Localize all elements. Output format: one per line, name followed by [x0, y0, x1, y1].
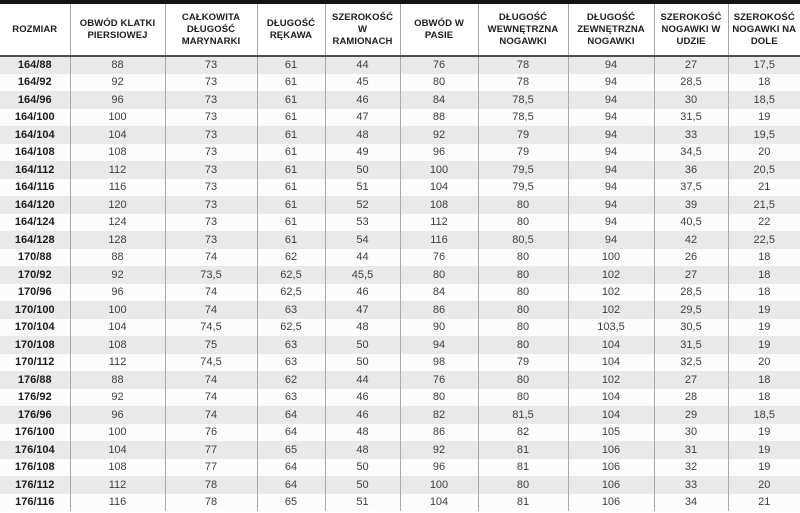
- table-row: [0, 179, 800, 197]
- table-row: [0, 74, 800, 92]
- measurement-cell: 50: [325, 354, 400, 372]
- size-label-cell: 176/112: [15, 478, 55, 491]
- table-row: [0, 494, 800, 512]
- measurement-cell: 34: [654, 494, 728, 512]
- measurement-cell: 94: [568, 179, 654, 197]
- measurement-cell: 102: [568, 284, 654, 302]
- measurement-cell: 112: [70, 476, 165, 494]
- measurement-cell: 20,5: [728, 161, 800, 179]
- column-header: OBWÓD W PASIE: [400, 2, 478, 56]
- measurement-cell: 100: [70, 109, 165, 127]
- measurement-cell: 73: [165, 214, 257, 232]
- measurement-cell: 39: [654, 196, 728, 214]
- measurement-cell: 96: [70, 284, 165, 302]
- size-label-cell: 164/96: [17, 93, 52, 106]
- size-label-cell: 170/108: [14, 338, 55, 351]
- measurement-cell: 74,5: [165, 354, 257, 372]
- measurement-cell: 31,5: [654, 109, 728, 127]
- table-row: [0, 406, 800, 424]
- measurement-cell: 80: [478, 476, 568, 494]
- measurement-cell: 22,5: [728, 231, 800, 249]
- measurement-cell: 96: [400, 459, 478, 477]
- measurement-cell: 73: [165, 91, 257, 109]
- size-label-cell: 170/92: [17, 268, 52, 281]
- table-row: [0, 196, 800, 214]
- measurement-cell: 78,5: [478, 109, 568, 127]
- measurement-cell: 78: [478, 56, 568, 74]
- measurement-cell: 106: [568, 476, 654, 494]
- measurement-cell: 80: [400, 74, 478, 92]
- measurement-cell: 100: [70, 301, 165, 319]
- table-row: [0, 144, 800, 162]
- measurement-cell: 73: [165, 56, 257, 74]
- measurement-cell: 74: [165, 301, 257, 319]
- measurement-cell: 100: [568, 249, 654, 267]
- measurement-cell: 112: [70, 161, 165, 179]
- measurement-cell: 30: [654, 424, 728, 442]
- measurement-cell: 28: [654, 389, 728, 407]
- header-row: [0, 2, 800, 56]
- measurement-cell: 46: [325, 389, 400, 407]
- measurement-cell: 112: [400, 214, 478, 232]
- measurement-cell: 36: [654, 161, 728, 179]
- measurement-cell: 29,5: [654, 301, 728, 319]
- measurement-cell: 81: [478, 494, 568, 512]
- measurement-cell: 76: [400, 56, 478, 74]
- measurement-cell: 73,5: [165, 266, 257, 284]
- measurement-cell: 88: [70, 56, 165, 74]
- measurement-cell: 61: [257, 196, 325, 214]
- size-label-cell: 164/124: [14, 216, 55, 229]
- measurement-cell: 49: [325, 144, 400, 162]
- measurement-cell: 76: [165, 424, 257, 442]
- measurement-cell: 63: [257, 301, 325, 319]
- measurement-cell: 62,5: [257, 319, 325, 337]
- table-row: [0, 214, 800, 232]
- measurement-cell: 94: [568, 231, 654, 249]
- measurement-cell: 18: [728, 371, 800, 389]
- measurement-cell: 37,5: [654, 179, 728, 197]
- measurement-cell: 63: [257, 389, 325, 407]
- measurement-cell: 74: [165, 284, 257, 302]
- measurement-cell: 73: [165, 231, 257, 249]
- measurement-cell: 88: [400, 109, 478, 127]
- measurement-cell: 100: [400, 161, 478, 179]
- measurement-cell: 80: [400, 266, 478, 284]
- measurement-cell: 88: [70, 249, 165, 267]
- table-row: [0, 56, 800, 74]
- measurement-cell: 79: [478, 354, 568, 372]
- measurement-cell: 96: [70, 91, 165, 109]
- measurement-cell: 64: [257, 476, 325, 494]
- measurement-cell: 94: [568, 161, 654, 179]
- size-label-cell: 164/116: [15, 181, 55, 194]
- size-label-cell: 176/108: [14, 461, 55, 474]
- measurement-cell: 103,5: [568, 319, 654, 337]
- measurement-cell: 98: [400, 354, 478, 372]
- measurement-cell: 84: [400, 284, 478, 302]
- measurement-cell: 74: [165, 371, 257, 389]
- measurement-cell: 92: [400, 441, 478, 459]
- measurement-cell: 124: [70, 214, 165, 232]
- measurement-cell: 88: [70, 371, 165, 389]
- table-row: [0, 319, 800, 337]
- measurement-cell: 104: [568, 389, 654, 407]
- table-row: [0, 91, 800, 109]
- measurement-cell: 80: [478, 266, 568, 284]
- measurement-cell: 34,5: [654, 144, 728, 162]
- measurement-cell: 96: [400, 144, 478, 162]
- measurement-cell: 61: [257, 179, 325, 197]
- measurement-cell: 18: [728, 284, 800, 302]
- size-label-cell: 170/96: [17, 286, 52, 299]
- measurement-cell: 104: [568, 354, 654, 372]
- measurement-cell: 84: [400, 91, 478, 109]
- measurement-cell: 63: [257, 354, 325, 372]
- table-row: [0, 336, 800, 354]
- measurement-cell: 48: [325, 441, 400, 459]
- column-header: SZEROKOŚĆ NOGAWKI NA DOLE: [728, 2, 800, 56]
- measurement-cell: 30,5: [654, 319, 728, 337]
- measurement-cell: 81,5: [478, 406, 568, 424]
- measurement-cell: 108: [400, 196, 478, 214]
- measurement-cell: 94: [568, 56, 654, 74]
- table-row: [0, 371, 800, 389]
- measurement-cell: 108: [70, 336, 165, 354]
- measurement-cell: 77: [165, 441, 257, 459]
- measurement-cell: 80: [400, 389, 478, 407]
- measurement-cell: 50: [325, 161, 400, 179]
- measurement-cell: 20: [728, 354, 800, 372]
- measurement-cell: 96: [70, 406, 165, 424]
- measurement-cell: 74: [165, 389, 257, 407]
- measurement-cell: 44: [325, 56, 400, 74]
- measurement-cell: 61: [257, 161, 325, 179]
- table-row: [0, 459, 800, 477]
- measurement-cell: 81: [478, 459, 568, 477]
- measurement-cell: 80: [478, 389, 568, 407]
- measurement-cell: 18,5: [728, 406, 800, 424]
- measurement-cell: 61: [257, 74, 325, 92]
- measurement-cell: 112: [70, 354, 165, 372]
- measurement-cell: 120: [70, 196, 165, 214]
- measurement-cell: 73: [165, 74, 257, 92]
- measurement-cell: 18: [728, 74, 800, 92]
- measurement-cell: 82: [478, 424, 568, 442]
- size-label-cell: 164/120: [14, 198, 55, 211]
- measurement-cell: 73: [165, 109, 257, 127]
- measurement-cell: 19,5: [728, 126, 800, 144]
- measurement-cell: 61: [257, 231, 325, 249]
- measurement-cell: 50: [325, 459, 400, 477]
- measurement-cell: 63: [257, 336, 325, 354]
- measurement-cell: 46: [325, 406, 400, 424]
- measurement-cell: 102: [568, 301, 654, 319]
- measurement-cell: 104: [70, 126, 165, 144]
- measurement-cell: 19: [728, 301, 800, 319]
- measurement-cell: 94: [568, 91, 654, 109]
- measurement-cell: 79: [478, 126, 568, 144]
- measurement-cell: 104: [568, 336, 654, 354]
- measurement-cell: 106: [568, 494, 654, 512]
- measurement-cell: 18: [728, 249, 800, 267]
- measurement-cell: 28,5: [654, 284, 728, 302]
- measurement-cell: 62,5: [257, 284, 325, 302]
- table-row: [0, 441, 800, 459]
- measurement-cell: 64: [257, 424, 325, 442]
- table-row: [0, 389, 800, 407]
- size-label-cell: 164/104: [14, 128, 55, 141]
- measurement-cell: 48: [325, 126, 400, 144]
- measurement-cell: 21: [728, 494, 800, 512]
- measurement-cell: 73: [165, 196, 257, 214]
- measurement-cell: 18,5: [728, 91, 800, 109]
- table-row: [0, 424, 800, 442]
- measurement-cell: 92: [70, 389, 165, 407]
- measurement-cell: 78: [478, 74, 568, 92]
- measurement-cell: 79,5: [478, 161, 568, 179]
- measurement-cell: 105: [568, 424, 654, 442]
- table-row: [0, 109, 800, 127]
- measurement-cell: 47: [325, 301, 400, 319]
- measurement-cell: 102: [568, 266, 654, 284]
- size-label-cell: 176/88: [17, 373, 52, 386]
- size-label-cell: 176/96: [17, 408, 52, 421]
- size-label-cell: 176/92: [17, 391, 52, 404]
- size-label-cell: 176/104: [14, 443, 55, 456]
- measurement-cell: 116: [400, 231, 478, 249]
- size-label-cell: 164/88: [17, 59, 52, 72]
- measurement-cell: 31: [654, 441, 728, 459]
- measurement-cell: 92: [400, 126, 478, 144]
- measurement-cell: 80: [478, 371, 568, 389]
- size-label-cell: 170/88: [17, 251, 52, 264]
- measurement-cell: 104: [70, 441, 165, 459]
- measurement-cell: 74,5: [165, 319, 257, 337]
- measurement-cell: 104: [70, 319, 165, 337]
- measurement-cell: 94: [568, 214, 654, 232]
- table-row: [0, 266, 800, 284]
- measurement-cell: 80: [478, 284, 568, 302]
- measurement-cell: 27: [654, 371, 728, 389]
- measurement-cell: 27: [654, 266, 728, 284]
- measurement-cell: 40,5: [654, 214, 728, 232]
- table-row: [0, 126, 800, 144]
- measurement-cell: 50: [325, 336, 400, 354]
- size-label-cell: 164/100: [14, 111, 55, 124]
- measurement-cell: 19: [728, 336, 800, 354]
- measurement-cell: 106: [568, 441, 654, 459]
- measurement-cell: 31,5: [654, 336, 728, 354]
- measurement-cell: 94: [568, 144, 654, 162]
- measurement-cell: 52: [325, 196, 400, 214]
- measurement-cell: 90: [400, 319, 478, 337]
- column-header: DŁUGOŚĆ RĘKAWA: [257, 2, 325, 56]
- measurement-cell: 64: [257, 459, 325, 477]
- measurement-cell: 128: [70, 231, 165, 249]
- measurement-cell: 20: [728, 476, 800, 494]
- table-row: [0, 476, 800, 494]
- measurement-cell: 30: [654, 91, 728, 109]
- measurement-cell: 80: [478, 249, 568, 267]
- measurement-cell: 44: [325, 249, 400, 267]
- measurement-cell: 80: [478, 196, 568, 214]
- measurement-cell: 94: [400, 336, 478, 354]
- table-row: [0, 231, 800, 249]
- column-header: DŁUGOŚĆ WEWNĘTRZNA NOGAWKI: [478, 2, 568, 56]
- measurement-cell: 18: [728, 389, 800, 407]
- measurement-cell: 29: [654, 406, 728, 424]
- measurement-cell: 61: [257, 126, 325, 144]
- measurement-cell: 61: [257, 56, 325, 74]
- table-body: [0, 56, 800, 511]
- measurement-cell: 19: [728, 424, 800, 442]
- column-header: OBWÓD KLATKI PIERSIOWEJ: [70, 2, 165, 56]
- measurement-cell: 80,5: [478, 231, 568, 249]
- measurement-cell: 54: [325, 231, 400, 249]
- measurement-cell: 27: [654, 56, 728, 74]
- measurement-cell: 32: [654, 459, 728, 477]
- measurement-cell: 75: [165, 336, 257, 354]
- size-label-cell: 164/112: [15, 163, 55, 176]
- measurement-cell: 47: [325, 109, 400, 127]
- measurement-cell: 33: [654, 476, 728, 494]
- table-row: [0, 284, 800, 302]
- measurement-cell: 80: [478, 214, 568, 232]
- size-label-cell: 164/108: [14, 146, 55, 159]
- measurement-cell: 104: [400, 179, 478, 197]
- size-label-cell: 176/100: [14, 426, 55, 439]
- measurement-cell: 86: [400, 301, 478, 319]
- measurement-cell: 65: [257, 494, 325, 512]
- measurement-cell: 86: [400, 424, 478, 442]
- measurement-cell: 94: [568, 109, 654, 127]
- table-row: [0, 161, 800, 179]
- column-header: SZEROKOŚĆ W RAMIONACH: [325, 2, 400, 56]
- measurement-cell: 94: [568, 74, 654, 92]
- measurement-cell: 79: [478, 144, 568, 162]
- measurement-cell: 51: [325, 179, 400, 197]
- measurement-cell: 65: [257, 441, 325, 459]
- measurement-cell: 106: [568, 459, 654, 477]
- table-row: [0, 249, 800, 267]
- measurement-cell: 50: [325, 476, 400, 494]
- measurement-cell: 51: [325, 494, 400, 512]
- measurement-cell: 61: [257, 144, 325, 162]
- size-label-cell: 164/128: [14, 233, 55, 246]
- measurement-cell: 104: [400, 494, 478, 512]
- measurement-cell: 100: [70, 424, 165, 442]
- measurement-cell: 19: [728, 109, 800, 127]
- measurement-cell: 46: [325, 284, 400, 302]
- measurement-cell: 32,5: [654, 354, 728, 372]
- size-label-cell: 170/100: [14, 303, 55, 316]
- measurement-cell: 73: [165, 126, 257, 144]
- measurement-cell: 92: [70, 74, 165, 92]
- measurement-cell: 76: [400, 249, 478, 267]
- size-label-cell: 170/112: [15, 356, 55, 369]
- measurement-cell: 73: [165, 161, 257, 179]
- measurement-cell: 108: [70, 459, 165, 477]
- measurement-cell: 61: [257, 109, 325, 127]
- column-header: CAŁKOWITA DŁUGOŚĆ MARYNARKI: [165, 2, 257, 56]
- table-row: [0, 354, 800, 372]
- measurement-cell: 73: [165, 144, 257, 162]
- measurement-cell: 45,5: [325, 266, 400, 284]
- measurement-cell: 22: [728, 214, 800, 232]
- measurement-cell: 21: [728, 179, 800, 197]
- measurement-cell: 79,5: [478, 179, 568, 197]
- measurement-cell: 48: [325, 424, 400, 442]
- measurement-cell: 44: [325, 371, 400, 389]
- measurement-cell: 18: [728, 266, 800, 284]
- measurement-cell: 74: [165, 249, 257, 267]
- measurement-cell: 92: [70, 266, 165, 284]
- column-header: SZEROKOŚĆ NOGAWKI W UDZIE: [654, 2, 728, 56]
- measurement-cell: 33: [654, 126, 728, 144]
- measurement-cell: 80: [478, 301, 568, 319]
- column-header-rozmiar: ROZMIAR: [0, 2, 70, 56]
- measurement-cell: 116: [70, 179, 165, 197]
- measurement-cell: 104: [568, 406, 654, 424]
- measurement-cell: 62,5: [257, 266, 325, 284]
- measurement-cell: 48: [325, 319, 400, 337]
- size-label-cell: 164/92: [17, 76, 52, 89]
- column-header: DŁUGOŚĆ ZEWNĘTRZNA NOGAWKI: [568, 2, 654, 56]
- measurement-cell: 81: [478, 441, 568, 459]
- table-header: [0, 2, 800, 56]
- measurement-cell: 78: [165, 494, 257, 512]
- measurement-cell: 61: [257, 91, 325, 109]
- measurement-cell: 94: [568, 126, 654, 144]
- measurement-cell: 73: [165, 179, 257, 197]
- measurement-cell: 100: [400, 476, 478, 494]
- measurement-cell: 42: [654, 231, 728, 249]
- measurement-cell: 45: [325, 74, 400, 92]
- measurement-cell: 20: [728, 144, 800, 162]
- measurement-cell: 64: [257, 406, 325, 424]
- measurement-cell: 17,5: [728, 56, 800, 74]
- measurement-cell: 116: [70, 494, 165, 512]
- measurement-cell: 62: [257, 371, 325, 389]
- measurement-cell: 19: [728, 441, 800, 459]
- measurement-cell: 46: [325, 91, 400, 109]
- measurement-cell: 28,5: [654, 74, 728, 92]
- measurement-cell: 61: [257, 214, 325, 232]
- measurement-cell: 74: [165, 406, 257, 424]
- measurement-cell: 53: [325, 214, 400, 232]
- measurement-cell: 108: [70, 144, 165, 162]
- measurement-cell: 78,5: [478, 91, 568, 109]
- size-label-cell: 170/104: [14, 321, 55, 334]
- measurement-cell: 77: [165, 459, 257, 477]
- measurement-cell: 26: [654, 249, 728, 267]
- measurement-cell: 78: [165, 476, 257, 494]
- size-label-cell: 176/116: [15, 496, 55, 509]
- measurement-cell: 62: [257, 249, 325, 267]
- measurement-cell: 80: [478, 319, 568, 337]
- measurement-cell: 19: [728, 459, 800, 477]
- measurement-cell: 21,5: [728, 196, 800, 214]
- measurement-cell: 19: [728, 319, 800, 337]
- measurement-cell: 80: [478, 336, 568, 354]
- measurement-cell: 102: [568, 371, 654, 389]
- measurement-cell: 82: [400, 406, 478, 424]
- table-row: [0, 301, 800, 319]
- measurement-cell: 94: [568, 196, 654, 214]
- measurement-cell: 76: [400, 371, 478, 389]
